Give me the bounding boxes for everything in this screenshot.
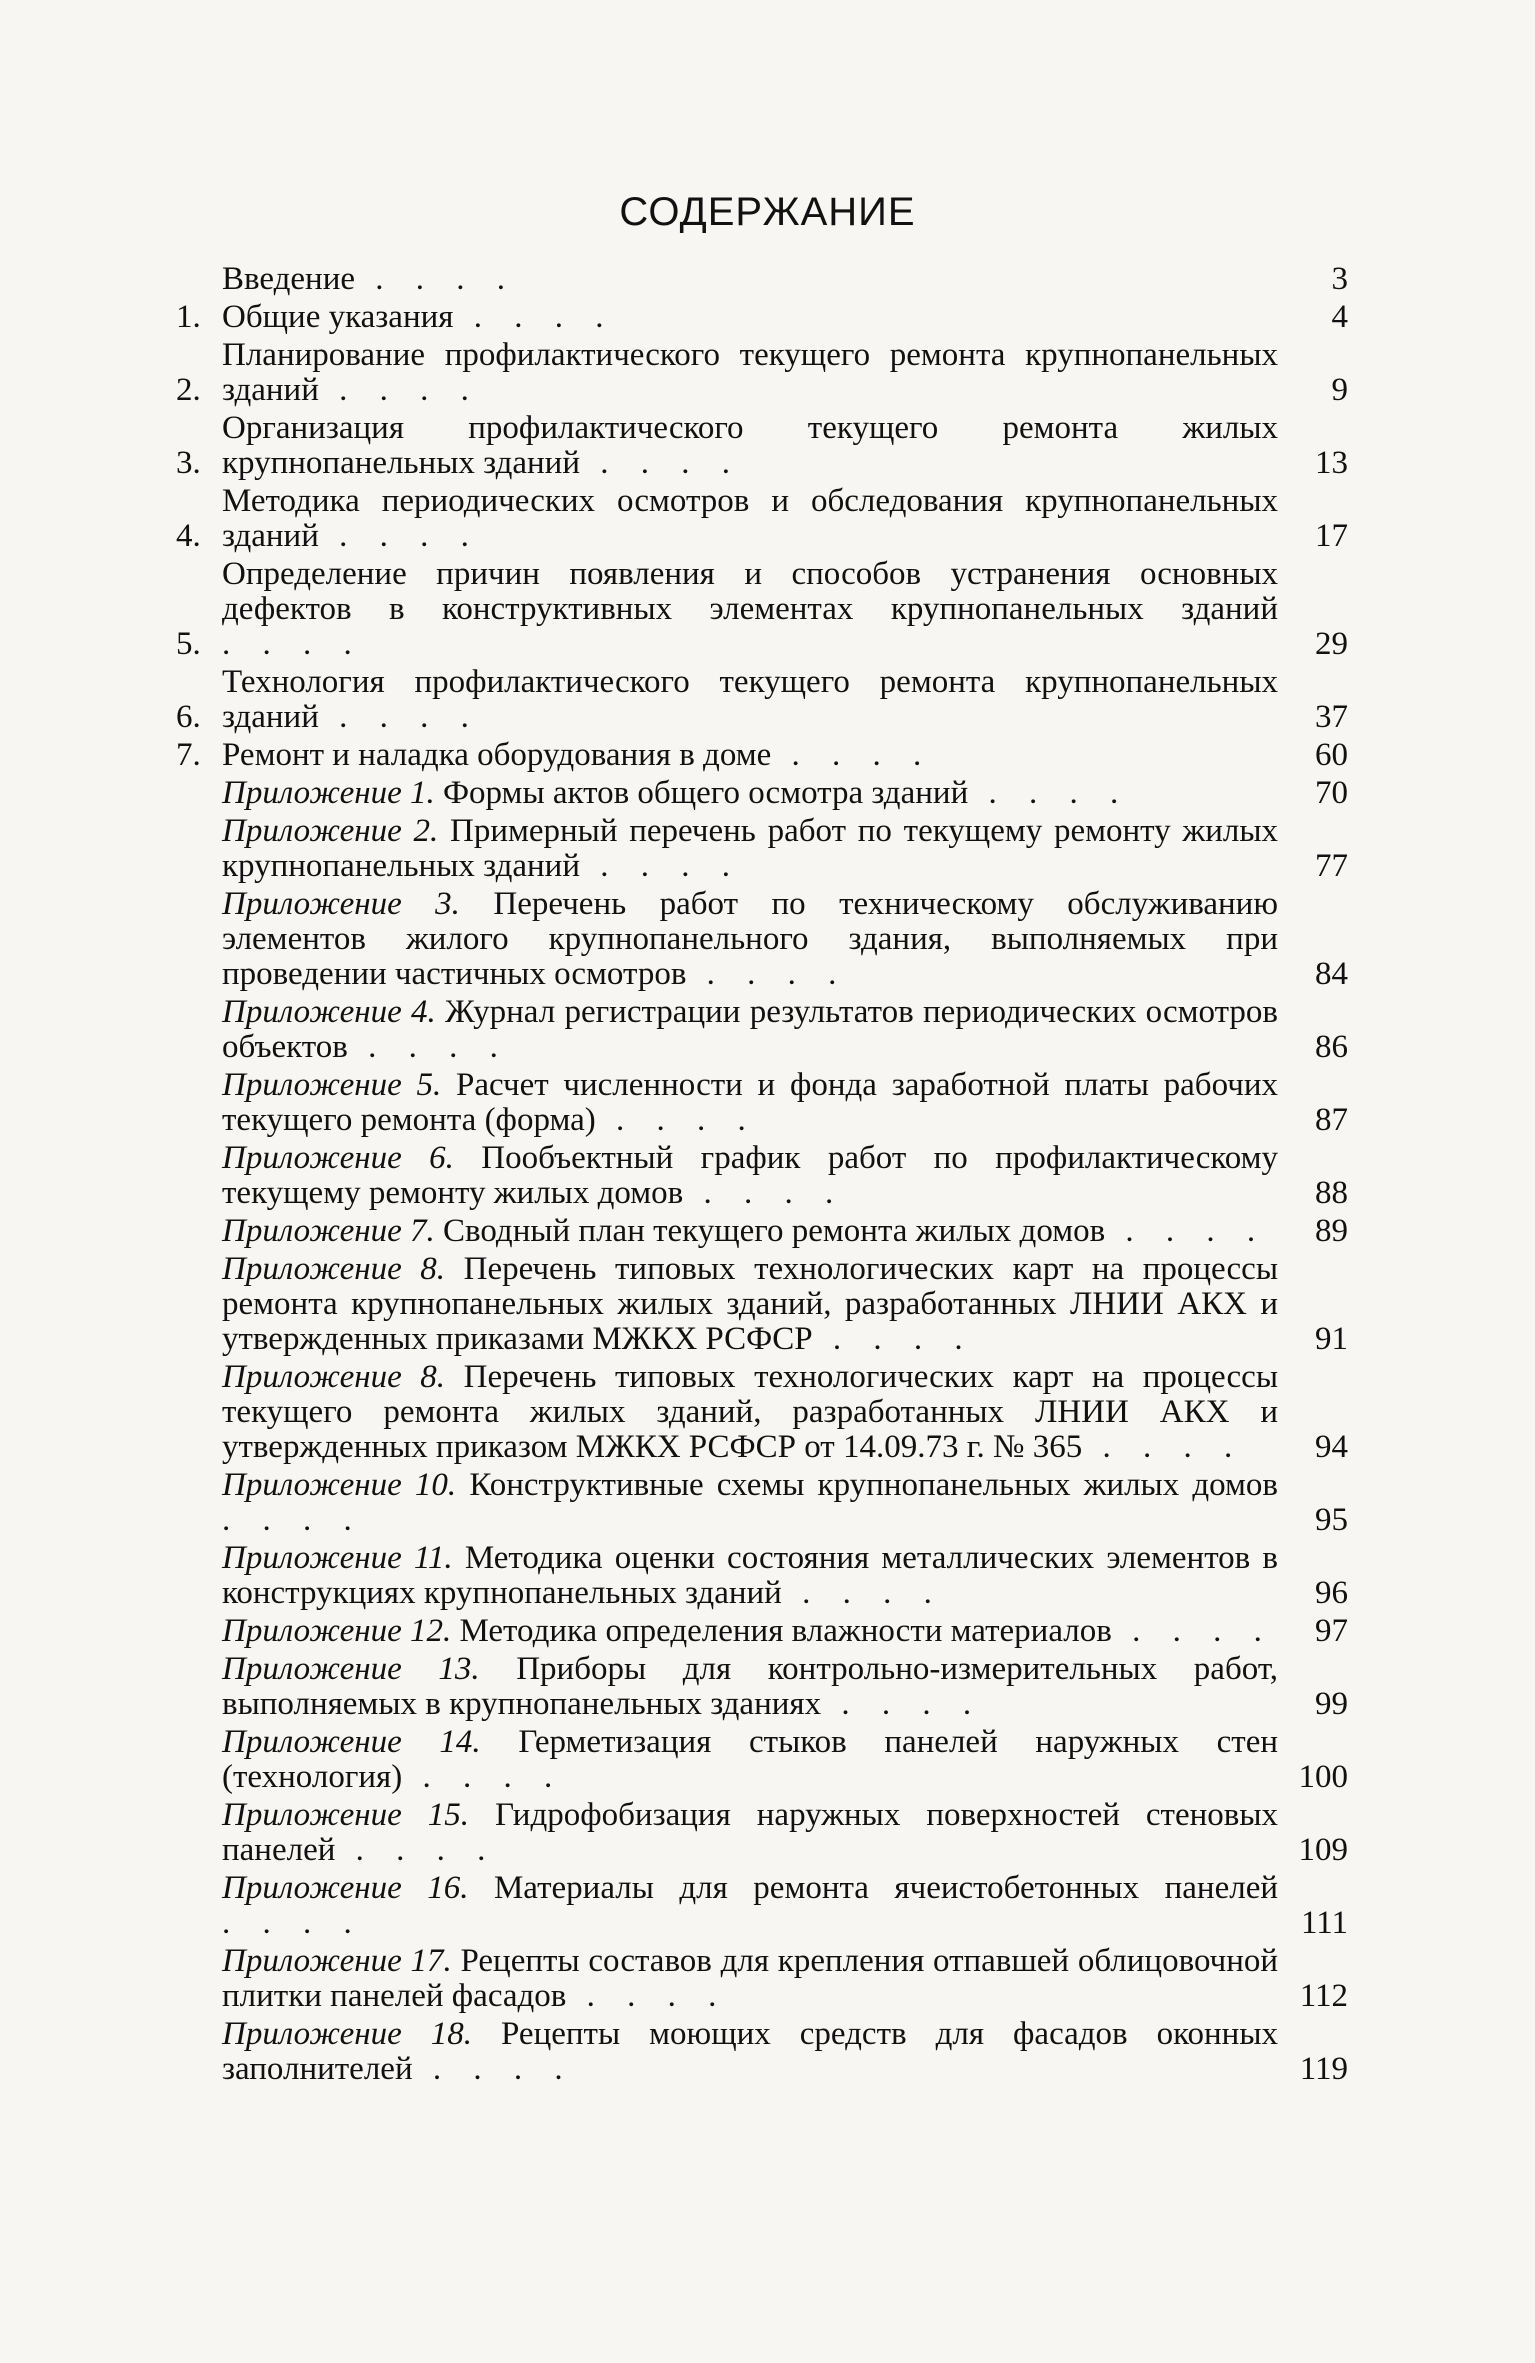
toc-entry-title <box>222 484 1278 554</box>
toc-entry-page-number: 17 <box>1315 518 1348 554</box>
toc-entry-page-number: 99 <box>1315 1686 1348 1722</box>
toc-entry-text: Расчет численности и фонда заработной платы рабочих текущего ремонта (форма) <box>222 1067 1278 1138</box>
toc-entry-number: 4. <box>176 518 201 554</box>
leader-dots: . . . . <box>821 1686 984 1722</box>
toc-entry <box>176 1468 1348 1538</box>
toc-entry-appendix-label: Приложение 8. <box>222 1359 446 1395</box>
toc-entry-page-number: 60 <box>1315 737 1348 773</box>
toc-entry <box>176 1798 1348 1868</box>
toc-entry <box>176 738 1348 773</box>
toc-entry-page-number: 109 <box>1298 1832 1348 1868</box>
toc-entry-page-number: 4 <box>1331 299 1348 335</box>
toc-entry-title <box>222 814 1278 884</box>
toc-entry-appendix-label: Приложение 15. <box>222 1797 469 1833</box>
toc-entry-title <box>222 776 1278 811</box>
toc-entry-page-number: 94 <box>1315 1429 1348 1465</box>
toc-entry-text: Введение <box>222 261 356 297</box>
toc-entry-text: Журнал регистрации результатов периодических осмотров объектов <box>222 994 1278 1065</box>
toc-entry-title <box>222 1360 1278 1465</box>
toc-entry-text: Материалы для ремонта ячеистобетонных панелей <box>493 1870 1279 1906</box>
toc-entry-appendix-label: Приложение 18. <box>222 2016 472 2052</box>
toc-entry-title <box>222 338 1278 408</box>
leader-dots: . . . . <box>453 299 616 335</box>
toc-entry-title <box>222 887 1278 992</box>
toc-entry-title <box>222 1541 1278 1611</box>
toc-entry-text: Герметизация стыков панелей наружных стен (технология) <box>222 1724 1279 1795</box>
toc-entry-text: Сводный план текущего ремонта жилых домов <box>442 1213 1106 1249</box>
toc-entry-appendix-label: Приложение 4. <box>222 994 436 1030</box>
toc-entry-text: Организация профилактического текущего ремонта жилых крупнопанельных зданий <box>222 410 1278 481</box>
leader-dots: . . . . <box>222 626 364 662</box>
toc-entry-text: Определение причин появления и способов устранения основных дефектов в конструктивных элементах крупнопанельных зданий <box>222 556 1278 627</box>
leader-dots: . . . . <box>355 261 518 297</box>
toc-entry-page-number: 87 <box>1315 1102 1348 1138</box>
toc-entry-appendix-label: Приложение 1. <box>222 775 435 811</box>
toc-entry-number: 3. <box>176 445 201 481</box>
toc-entry-title <box>222 2017 1278 2087</box>
toc-entry-text: Рецепты моющих средств для фасадов оконных заполнителей <box>222 2016 1278 2087</box>
toc-entry-appendix-label: Приложение 8. <box>222 1251 446 1287</box>
leader-dots: . . . . <box>812 1321 975 1357</box>
leader-dots: . . . . <box>683 1175 846 1211</box>
toc-entry-number: 6. <box>176 699 201 735</box>
leader-dots: . . . . <box>1105 1213 1268 1249</box>
leader-dots: . . . . <box>968 775 1131 811</box>
toc-entry-title <box>222 665 1278 735</box>
toc-entry-title <box>222 738 1278 773</box>
toc-entry <box>176 1725 1348 1795</box>
table-of-contents <box>176 262 1348 2090</box>
toc-entry <box>176 411 1348 481</box>
toc-entry-text: Конструктивные схемы крупнопанельных жилых домов <box>469 1467 1278 1503</box>
toc-entry <box>176 1871 1348 1941</box>
toc-entry-page-number: 37 <box>1315 699 1348 735</box>
toc-entry-page-number: 97 <box>1315 1613 1348 1649</box>
toc-entry <box>176 1068 1348 1138</box>
toc-entry-page-number: 112 <box>1299 1978 1348 2014</box>
toc-entry-page-number: 89 <box>1315 1213 1348 1249</box>
leader-dots: . . . . <box>222 1905 364 1941</box>
toc-entry-text: Перечень типовых технологических карт на процессы текущего ремонта жилых зданий, разработанных ЛНИИ АКХ и утвержденных приказом МЖКХ РСФСР от 14.09.73 г. № 365 <box>222 1359 1278 1465</box>
toc-entry-title <box>222 300 1278 335</box>
toc-entry-page-number: 3 <box>1331 261 1348 297</box>
leader-dots: . . . . <box>1082 1429 1245 1465</box>
toc-entry-title <box>222 1614 1278 1649</box>
toc-entry <box>176 484 1348 554</box>
toc-entry-title <box>222 1468 1278 1538</box>
toc-entry-page-number: 29 <box>1315 626 1348 662</box>
toc-entry-page-number: 95 <box>1315 1502 1348 1538</box>
toc-entry <box>176 814 1348 884</box>
toc-entry-text: Перечень типовых технологических карт на процессы ремонта крупнопанельных жилых зданий, разработанных ЛНИИ АКХ и утвержденных приказами МЖКХ РСФСР <box>222 1251 1278 1357</box>
toc-entry <box>176 1360 1348 1465</box>
toc-entry <box>176 1614 1348 1649</box>
toc-entry-page-number: 84 <box>1315 956 1348 992</box>
toc-entry-title <box>222 1652 1278 1722</box>
toc-entry-text: Приборы для контрольно-измерительных работ, выполняемых в крупнопанельных зданиях <box>222 1651 1279 1722</box>
toc-entry-number: 7. <box>176 737 201 773</box>
toc-entry <box>176 1252 1348 1357</box>
page-title: СОДЕРЖАНИЕ <box>619 190 916 234</box>
toc-entry-page-number: 86 <box>1315 1029 1348 1065</box>
toc-entry-text: Гидрофобизация наружных поверхностей стеновых панелей <box>222 1797 1279 1868</box>
toc-entry-title <box>222 1798 1278 1868</box>
leader-dots: . . . . <box>402 1759 565 1795</box>
toc-entry-number: 5. <box>176 626 201 662</box>
leader-dots: . . . . <box>318 699 481 735</box>
toc-entry-appendix-label: Приложение 14. <box>222 1724 481 1760</box>
leader-dots: . . . . <box>335 1832 498 1868</box>
toc-entry <box>176 1944 1348 2014</box>
toc-entry <box>176 1141 1348 1211</box>
toc-entry-title <box>222 1944 1278 2014</box>
toc-entry-title <box>222 1252 1278 1357</box>
toc-entry-page-number: 91 <box>1315 1321 1348 1357</box>
toc-entry-appendix-label: Приложение 5. <box>222 1067 442 1103</box>
toc-entry-appendix-label: Приложение 10. <box>222 1467 457 1503</box>
toc-entry <box>176 300 1348 335</box>
leader-dots: . . . . <box>222 1502 364 1538</box>
toc-entry-appendix-label: Приложение 2. <box>222 813 439 849</box>
toc-entry-title <box>222 1068 1278 1138</box>
toc-entry-title <box>222 995 1278 1065</box>
leader-dots: . . . . <box>580 848 742 884</box>
toc-entry-page-number: 9 <box>1331 372 1348 408</box>
toc-entry-appendix-label: Приложение 12. <box>222 1613 452 1649</box>
toc-entry-page-number: 88 <box>1315 1175 1348 1211</box>
toc-entry-page-number: 100 <box>1298 1759 1348 1795</box>
leader-dots: . . . . <box>580 445 742 481</box>
leader-dots: . . . . <box>686 956 849 992</box>
toc-entry <box>176 262 1348 297</box>
toc-entry <box>176 776 1348 811</box>
leader-dots: . . . . <box>1111 1613 1274 1649</box>
toc-entry-page-number: 13 <box>1315 445 1348 481</box>
leader-dots: . . . . <box>595 1102 758 1138</box>
toc-entry-text: Рецепты составов для крепления отпавшей облицовочной плитки панелей фасадов <box>222 1943 1279 2014</box>
toc-entry <box>176 995 1348 1065</box>
toc-entry-text: Технология профилактического текущего ремонта крупнопанельных зданий <box>222 664 1278 735</box>
toc-entry <box>176 557 1348 662</box>
toc-entry-text: Методика периодических осмотров и обследования крупнопанельных зданий <box>222 483 1278 554</box>
toc-entry-page-number: 111 <box>1300 1905 1348 1941</box>
toc-entry-text: Планирование профилактического текущего ремонта крупнопанельных зданий <box>222 337 1278 408</box>
toc-entry-text: Перечень работ по техническому обслуживанию элементов жилого крупнопанельного здания, выполняемых при проведении частичных осмотров <box>222 886 1278 992</box>
toc-entry-text: Методика оценки состояния металлических элементов в конструкциях крупнопанельных зданий <box>222 1540 1278 1611</box>
leader-dots: . . . . <box>318 518 481 554</box>
toc-entry-title <box>222 557 1278 662</box>
toc-entry <box>176 2017 1348 2087</box>
leader-dots: . . . . <box>771 737 934 773</box>
toc-entry-title <box>222 411 1278 481</box>
toc-entry-text: Ремонт и наладка оборудования в доме <box>222 737 772 773</box>
toc-entry-text: Примерный перечень работ по текущему ремонту жилых крупнопанельных зданий <box>222 813 1278 884</box>
toc-entry <box>176 1541 1348 1611</box>
toc-entry-page-number: 70 <box>1315 775 1348 811</box>
toc-entry <box>176 665 1348 735</box>
toc-entry <box>176 338 1348 408</box>
toc-entry-appendix-label: Приложение 11. <box>222 1540 453 1576</box>
toc-entry-page-number: 119 <box>1299 2051 1348 2087</box>
toc-entry-appendix-label: Приложение 16. <box>222 1870 469 1906</box>
toc-entry-text: Методика определения влажности материалов <box>459 1613 1112 1649</box>
toc-entry-number: 1. <box>176 299 201 335</box>
toc-entry-appendix-label: Приложение 13. <box>222 1651 480 1687</box>
toc-entry <box>176 887 1348 992</box>
leader-dots: . . . . <box>566 1978 729 2014</box>
leader-dots: . . . . <box>318 372 481 408</box>
toc-entry-text: Общие указания <box>222 299 454 335</box>
toc-entry-appendix-label: Приложение 3. <box>222 886 460 922</box>
toc-entry-appendix-label: Приложение 6. <box>222 1140 454 1176</box>
leader-dots: . . . . <box>347 1029 510 1065</box>
toc-entry-page-number: 96 <box>1315 1575 1348 1611</box>
toc-entry-appendix-label: Приложение 7. <box>222 1213 435 1249</box>
toc-entry-text: Пообъектный график работ по профилактическому текущему ремонту жилых домов <box>222 1140 1279 1211</box>
toc-entry-title <box>222 1725 1278 1795</box>
leader-dots: . . . . <box>412 2051 575 2087</box>
toc-entry <box>176 1652 1348 1722</box>
toc-entry <box>176 1214 1348 1249</box>
toc-entry-page-number: 77 <box>1315 848 1348 884</box>
toc-entry-number: 2. <box>176 372 201 408</box>
toc-entry-appendix-label: Приложение 17. <box>222 1943 452 1979</box>
toc-entry-title <box>222 1871 1278 1941</box>
toc-entry-title <box>222 1214 1278 1249</box>
toc-entry-title <box>222 262 1278 297</box>
leader-dots: . . . . <box>781 1575 944 1611</box>
toc-entry-text: Формы актов общего осмотра зданий <box>442 775 969 811</box>
toc-entry-title <box>222 1141 1278 1211</box>
